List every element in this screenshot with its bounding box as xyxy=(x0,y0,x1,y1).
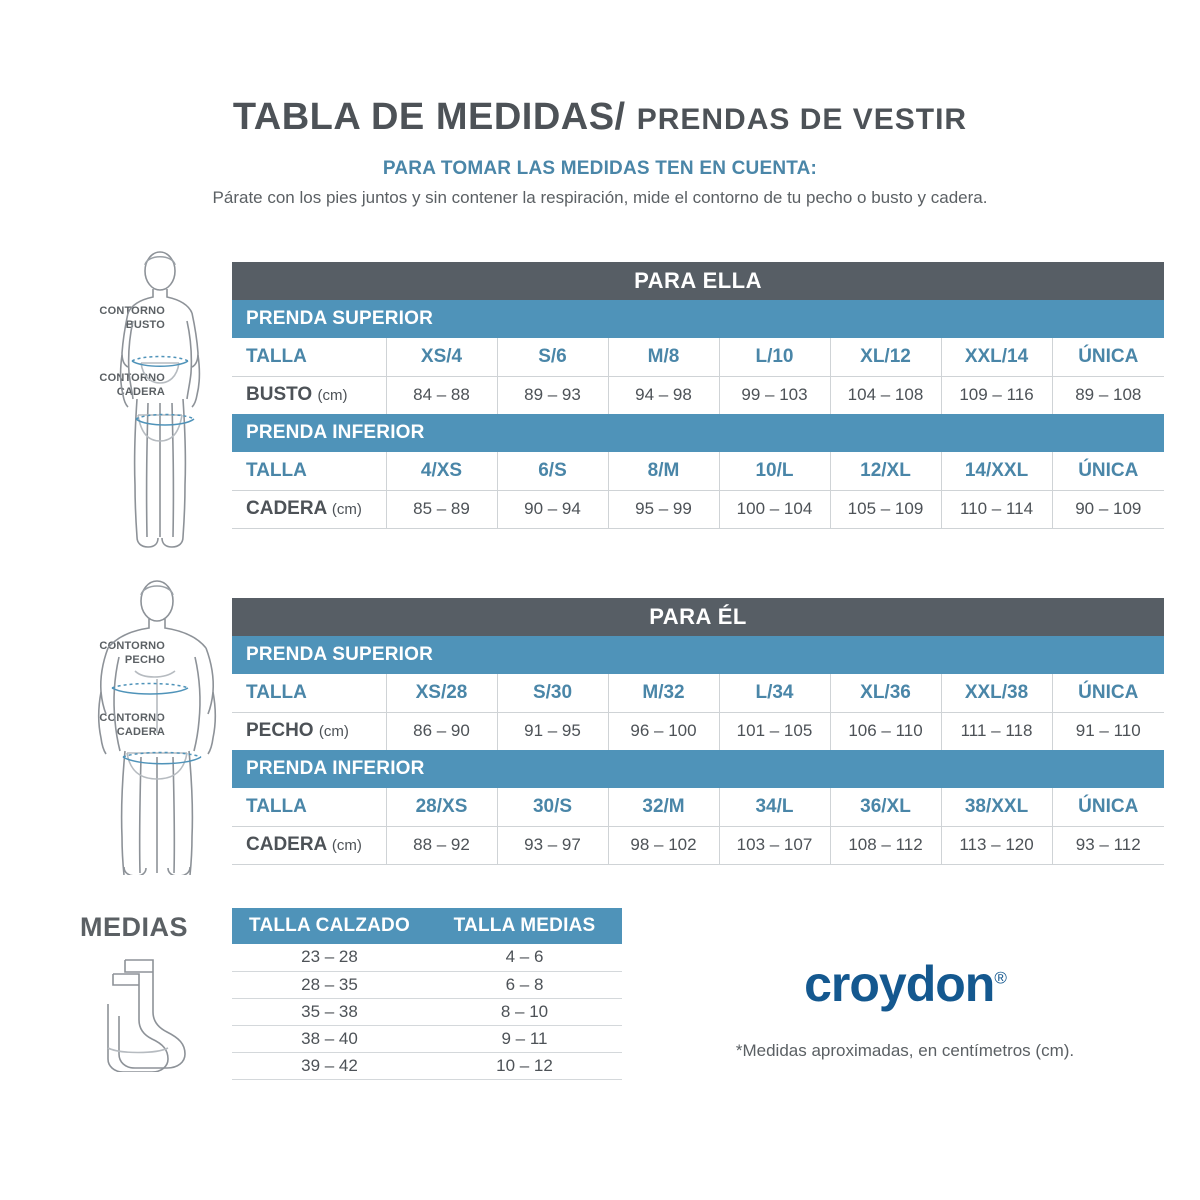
medias-size-table xyxy=(232,908,622,1080)
medias-row xyxy=(232,1025,622,1052)
women-lower-value-row xyxy=(232,490,1164,528)
medias-row xyxy=(232,971,622,998)
men-upper-value-3: 101 – 105 xyxy=(719,712,830,750)
men-upper-value-0: 86 – 90 xyxy=(386,712,497,750)
women-lower-measure-name: CADERA xyxy=(246,498,327,519)
women-lower-value-6: 90 – 109 xyxy=(1052,490,1164,528)
women-upper-size-label: TALLA xyxy=(232,338,386,376)
brand-block xyxy=(690,955,1120,1061)
women-band-row xyxy=(232,262,1164,300)
women-upper-value-2: 94 – 98 xyxy=(608,376,719,414)
women-upper-value-4: 104 – 108 xyxy=(830,376,941,414)
women-lower-size-4: 12/XL xyxy=(830,452,941,490)
men-upper-value-6: 91 – 110 xyxy=(1052,712,1164,750)
page-header xyxy=(0,0,1200,208)
medias-row xyxy=(232,944,622,971)
women-lower-size-3: 10/L xyxy=(719,452,830,490)
men-upper-size-row xyxy=(232,674,1164,712)
men-lower-size-5: 38/XXL xyxy=(941,788,1052,826)
men-upper-size-2: M/32 xyxy=(608,674,719,712)
women-upper-size-5: XXL/14 xyxy=(941,338,1052,376)
men-lower-size-2: 32/M xyxy=(608,788,719,826)
men-lower-value-5: 113 – 120 xyxy=(941,826,1052,864)
medias-sock-1: 6 – 8 xyxy=(427,971,622,998)
men-lower-value-row xyxy=(232,826,1164,864)
women-upper-size-3: L/10 xyxy=(719,338,830,376)
men-upper-size-label: TALLA xyxy=(232,674,386,712)
men-upper-value-row xyxy=(232,712,1164,750)
men-upper-size-5: XXL/38 xyxy=(941,674,1052,712)
women-lower-value-0: 85 – 89 xyxy=(386,490,497,528)
women-lower-size-1: 6/S xyxy=(497,452,608,490)
medias-shoe-1: 28 – 35 xyxy=(232,971,427,998)
women-lower-title: PRENDA INFERIOR xyxy=(232,414,1164,452)
women-lower-size-0: 4/XS xyxy=(386,452,497,490)
page-title-secondary: PRENDAS DE VESTIR xyxy=(636,103,968,136)
medias-header-row xyxy=(232,908,622,944)
man-chest-label-text: CONTORNO PECHO xyxy=(99,640,165,666)
men-upper-size-4: XL/36 xyxy=(830,674,941,712)
medias-sock-3: 9 – 11 xyxy=(427,1025,622,1052)
women-upper-size-row xyxy=(232,338,1164,376)
women-upper-value-6: 89 – 108 xyxy=(1052,376,1164,414)
men-lower-title: PRENDA INFERIOR xyxy=(232,750,1164,788)
men-upper-size-0: XS/28 xyxy=(386,674,497,712)
women-lower-measure-label xyxy=(232,490,386,528)
men-band-row xyxy=(232,598,1164,636)
men-upper-value-2: 96 – 100 xyxy=(608,712,719,750)
medias-sock-2: 8 – 10 xyxy=(427,998,622,1025)
women-upper-size-1: S/6 xyxy=(497,338,608,376)
men-upper-value-4: 106 – 110 xyxy=(830,712,941,750)
women-upper-value-0: 84 – 88 xyxy=(386,376,497,414)
medias-row xyxy=(232,998,622,1025)
medias-title-text: MEDIAS xyxy=(80,912,189,942)
woman-figure xyxy=(105,243,215,553)
medias-sock-0: 4 – 6 xyxy=(427,944,622,971)
medias-table xyxy=(232,908,622,1080)
women-lower-band-row xyxy=(232,414,1164,452)
men-lower-size-0: 28/XS xyxy=(386,788,497,826)
women-upper-measure-unit: (cm) xyxy=(317,387,348,405)
men-lower-value-6: 93 – 112 xyxy=(1052,826,1164,864)
women-lower-value-2: 95 – 99 xyxy=(608,490,719,528)
men-lower-size-label: TALLA xyxy=(232,788,386,826)
women-lower-size-label: TALLA xyxy=(232,452,386,490)
man-hip-label-text: CONTORNO CADERA xyxy=(99,712,165,738)
women-lower-value-4: 105 – 109 xyxy=(830,490,941,528)
sock-figure xyxy=(95,952,210,1072)
men-lower-value-2: 98 – 102 xyxy=(608,826,719,864)
women-lower-value-1: 90 – 94 xyxy=(497,490,608,528)
medias-shoe-4: 39 – 42 xyxy=(232,1052,427,1079)
women-lower-size-5: 14/XXL xyxy=(941,452,1052,490)
men-upper-size-3: L/34 xyxy=(719,674,830,712)
man-body-illustration xyxy=(85,575,230,875)
men-lower-measure-label xyxy=(232,826,386,864)
medias-header-0: TALLA CALZADO xyxy=(232,908,427,944)
women-upper-size-6: ÚNICA xyxy=(1052,338,1164,376)
men-lower-band-row xyxy=(232,750,1164,788)
medias-shoe-2: 35 – 38 xyxy=(232,998,427,1025)
women-upper-title: PRENDA SUPERIOR xyxy=(232,300,1164,338)
medias-shoe-0: 23 – 28 xyxy=(232,944,427,971)
women-size-table xyxy=(232,262,1164,529)
man-figure xyxy=(85,575,230,875)
men-upper-measure-unit: (cm) xyxy=(318,723,349,741)
men-upper-title: PRENDA SUPERIOR xyxy=(232,636,1164,674)
men-size-table xyxy=(232,598,1164,865)
men-lower-size-3: 34/L xyxy=(719,788,830,826)
men-table xyxy=(232,598,1164,865)
men-upper-value-1: 91 – 95 xyxy=(497,712,608,750)
women-lower-value-3: 100 – 104 xyxy=(719,490,830,528)
men-lower-value-3: 103 – 107 xyxy=(719,826,830,864)
men-lower-value-1: 93 – 97 xyxy=(497,826,608,864)
men-lower-measure-unit: (cm) xyxy=(331,837,362,854)
women-table xyxy=(232,262,1164,529)
woman-hip-label-text: CONTORNO CADERA xyxy=(99,372,165,398)
women-lower-value-5: 110 – 114 xyxy=(941,490,1052,528)
women-section-title: PARA ELLA xyxy=(232,262,1164,300)
page-title-primary: TABLA DE MEDIDAS/ xyxy=(232,96,626,138)
men-section-title: PARA ÉL xyxy=(232,598,1164,636)
medias-sock-4: 10 – 12 xyxy=(427,1052,622,1079)
medias-header-1: TALLA MEDIAS xyxy=(427,908,622,944)
medias-shoe-3: 38 – 40 xyxy=(232,1025,427,1052)
women-lower-size-6: ÚNICA xyxy=(1052,452,1164,490)
men-lower-size-4: 36/XL xyxy=(830,788,941,826)
men-upper-value-5: 111 – 118 xyxy=(941,712,1052,750)
women-lower-size-2: 8/M xyxy=(608,452,719,490)
women-upper-band-row xyxy=(232,300,1164,338)
men-upper-measure-name: PECHO xyxy=(246,720,314,742)
men-lower-size-6: ÚNICA xyxy=(1052,788,1164,826)
brand-name: croydon xyxy=(804,956,995,1012)
women-upper-size-4: XL/12 xyxy=(830,338,941,376)
women-lower-size-row xyxy=(232,452,1164,490)
brand-logo xyxy=(690,955,1120,1013)
women-lower-measure-unit: (cm) xyxy=(331,501,362,518)
brand-footnote: *Medidas aproximadas, en centímetros (cm). xyxy=(735,1041,1075,1060)
women-upper-value-1: 89 – 93 xyxy=(497,376,608,414)
brand-registered-mark: ® xyxy=(994,968,1006,988)
men-lower-measure-name: CADERA xyxy=(246,834,327,855)
instructions-text: Párate con los pies juntos y sin contener la respiración, mide el contorno de tu pecho o busto y cadera. xyxy=(212,188,988,207)
men-upper-size-6: ÚNICA xyxy=(1052,674,1164,712)
women-upper-measure-label xyxy=(232,376,386,414)
women-upper-size-2: M/8 xyxy=(608,338,719,376)
women-upper-value-5: 109 – 116 xyxy=(941,376,1052,414)
women-upper-measure-name: BUSTO xyxy=(246,384,313,406)
men-upper-measure-label xyxy=(232,712,386,750)
men-lower-size-row xyxy=(232,788,1164,826)
medias-row xyxy=(232,1052,622,1079)
women-upper-value-row xyxy=(232,376,1164,414)
men-lower-value-4: 108 – 112 xyxy=(830,826,941,864)
woman-body-illustration xyxy=(105,243,215,553)
sock-illustration xyxy=(95,952,210,1072)
medias-heading xyxy=(80,912,188,943)
women-upper-size-0: XS/4 xyxy=(386,338,497,376)
men-upper-size-1: S/30 xyxy=(497,674,608,712)
woman-bust-label-text: CONTORNO BUSTO xyxy=(99,305,165,331)
instructions-heading: PARA TOMAR LAS MEDIDAS TEN EN CUENTA: xyxy=(382,158,818,179)
men-lower-size-1: 30/S xyxy=(497,788,608,826)
page-title xyxy=(0,98,1200,136)
men-lower-value-0: 88 – 92 xyxy=(386,826,497,864)
men-upper-band-row xyxy=(232,636,1164,674)
women-upper-value-3: 99 – 103 xyxy=(719,376,830,414)
